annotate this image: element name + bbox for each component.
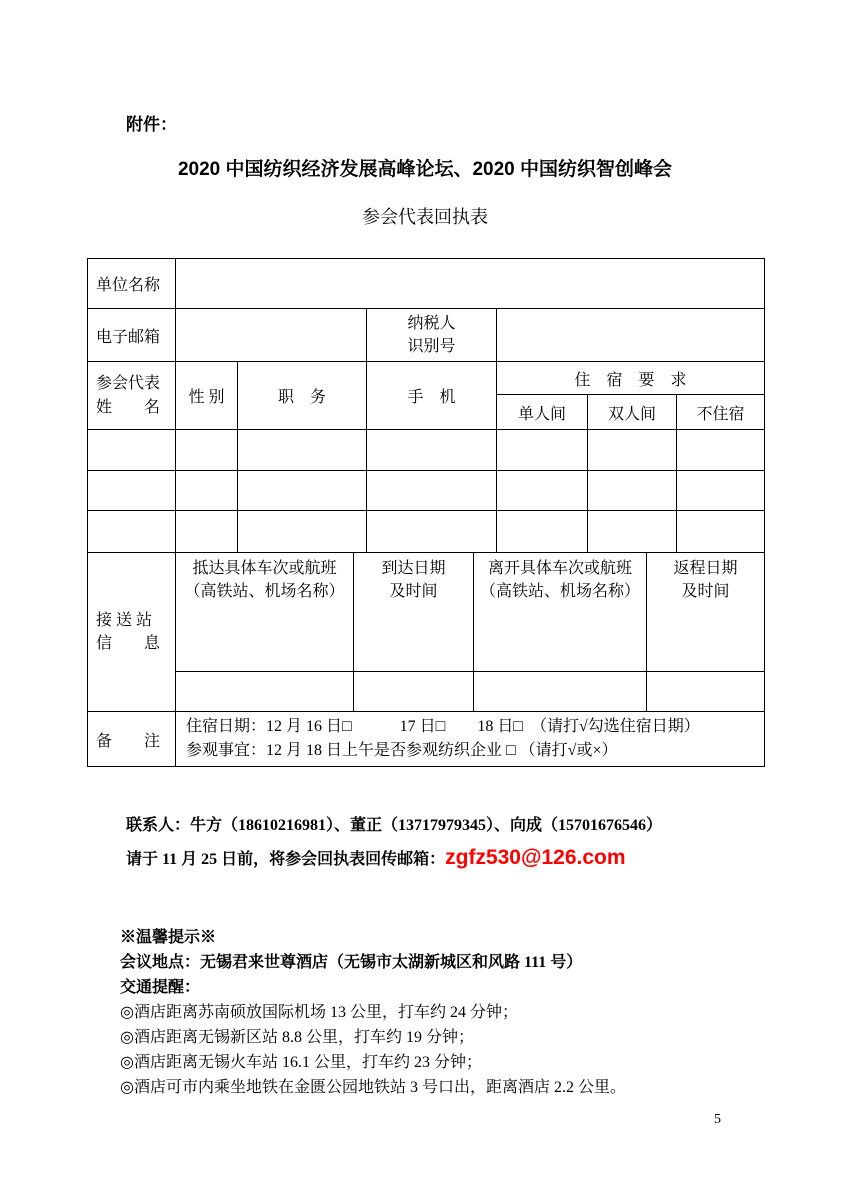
single-room-header: 单人间 bbox=[497, 395, 588, 430]
traffic-tip-airport: ◎酒店距离苏南硕放国际机场 13 公里，打车约 24 分钟； bbox=[120, 1004, 518, 1021]
taxpayer-id-label-line2: 识别号 bbox=[407, 338, 456, 355]
delegate-row-cell[interactable] bbox=[176, 471, 238, 511]
email-label: 电子邮箱 bbox=[88, 309, 176, 362]
venue-line: 会议地点：无锡君来世尊酒店（无锡市太湖新城区和风路 111 号） bbox=[120, 954, 583, 971]
remarks-label: 备 注 bbox=[88, 712, 176, 767]
accommodation-header: 住 宿 要 求 bbox=[497, 362, 765, 395]
delegate-row bbox=[88, 471, 765, 511]
table-remarks-section bbox=[87, 711, 765, 767]
delegate-row bbox=[88, 511, 765, 553]
delegate-row-cell[interactable] bbox=[238, 511, 367, 553]
delegate-row-cell[interactable] bbox=[588, 511, 677, 553]
table-upper-section bbox=[87, 258, 765, 553]
page-subtitle: 参会代表回执表 bbox=[362, 207, 488, 227]
arrival-date-label-line2: 及时间 bbox=[389, 583, 438, 601]
table-row bbox=[88, 672, 765, 712]
delegate-row-cell[interactable] bbox=[238, 430, 367, 471]
attachment-label: 附件： bbox=[126, 115, 177, 134]
mobile-column-header: 手 机 bbox=[367, 362, 497, 430]
delegate-name-label-line2: 姓 名 bbox=[96, 398, 161, 416]
delegate-row-cell[interactable] bbox=[367, 511, 497, 553]
reply-form bbox=[87, 258, 765, 767]
table-row bbox=[88, 712, 765, 767]
delegate-row-cell[interactable] bbox=[497, 430, 588, 471]
return-email-address[interactable]: zgfz530@126.com bbox=[445, 846, 626, 869]
delegate-row-cell[interactable] bbox=[677, 430, 765, 471]
return-date-cell[interactable] bbox=[647, 553, 765, 672]
return-date-label-line2: 及时间 bbox=[681, 583, 730, 601]
departure-train-cell[interactable] bbox=[474, 553, 647, 672]
tips-section bbox=[120, 925, 626, 1100]
delegate-name-label bbox=[88, 362, 176, 430]
delegate-row-cell[interactable] bbox=[367, 471, 497, 511]
traffic-tip-railway-station: ◎酒店距离无锡火车站 16.1 公里，打车约 23 分钟； bbox=[120, 1054, 482, 1071]
page-title: 2020 中国纺织经济发展高峰论坛、2020 中国纺织智创峰会 bbox=[177, 159, 673, 180]
delegate-row-cell[interactable] bbox=[176, 430, 238, 471]
table-transfer-section bbox=[87, 552, 765, 712]
taxpayer-id-label-line1: 纳税人 bbox=[407, 314, 456, 332]
remarks-visit-line: 参观事宜：12 月 18 日上午是否参观纺织企业 □ （请打√或×） bbox=[186, 742, 618, 759]
delegate-row bbox=[88, 430, 765, 471]
table-header-row bbox=[88, 362, 765, 395]
delegate-name-label-line1: 参会代表 bbox=[96, 375, 161, 393]
traffic-reminder-title: 交通提醒： bbox=[120, 979, 201, 996]
delegate-row-cell[interactable] bbox=[88, 471, 176, 511]
delegate-row-cell[interactable] bbox=[588, 471, 677, 511]
departure-train-label-line1: 离开具体车次或航班 bbox=[487, 560, 632, 577]
gender-column-header: 性 别 bbox=[176, 362, 238, 430]
arrival-date-label-line1: 到达日期 bbox=[381, 560, 446, 577]
page-number: 5 bbox=[714, 1112, 721, 1127]
delegate-row-cell[interactable] bbox=[238, 471, 367, 511]
transfer-info-label-line2: 信 息 bbox=[96, 635, 161, 652]
arrival-train-cell[interactable] bbox=[176, 553, 354, 672]
taxpayer-id-label bbox=[367, 309, 497, 362]
transfer-extra-cell[interactable] bbox=[354, 672, 474, 712]
delegate-row-cell[interactable] bbox=[677, 511, 765, 553]
return-email-line bbox=[126, 844, 626, 874]
delegate-row-cell[interactable] bbox=[176, 511, 238, 553]
table-row bbox=[88, 309, 765, 362]
traffic-tip-metro: ◎酒店可市内乘坐地铁在金匮公园地铁站 3 号口出，距离酒店 2.2 公里。 bbox=[120, 1079, 626, 1096]
transfer-extra-cell[interactable] bbox=[176, 672, 354, 712]
transfer-info-label-line1: 接 送 站 bbox=[96, 611, 153, 629]
delegate-row-cell[interactable] bbox=[588, 430, 677, 471]
traffic-tip-new-district-station: ◎酒店距离无锡新区站 8.8 公里，打车约 19 分钟； bbox=[120, 1029, 474, 1046]
no-stay-header: 不住宿 bbox=[677, 395, 765, 430]
arrival-train-label-line1: 抵达具体车次或航班 bbox=[192, 560, 337, 577]
delegate-row-cell[interactable] bbox=[497, 511, 588, 553]
email-input-cell[interactable] bbox=[176, 309, 367, 362]
contact-persons-line: 联系人：牛方（18610216981）、董正（13717979345）、向成（15701676546） bbox=[126, 817, 663, 834]
arrival-date-cell[interactable] bbox=[354, 553, 474, 672]
transfer-extra-cell[interactable] bbox=[474, 672, 647, 712]
delegate-row-cell[interactable] bbox=[88, 430, 176, 471]
delegate-row-cell[interactable] bbox=[677, 471, 765, 511]
remarks-content-cell[interactable] bbox=[176, 712, 765, 767]
table-row bbox=[88, 553, 765, 672]
transfer-extra-cell[interactable] bbox=[647, 672, 765, 712]
delegate-row-cell[interactable] bbox=[497, 471, 588, 511]
unit-name-label: 单位名称 bbox=[88, 259, 176, 309]
tips-title: ※温馨提示※ bbox=[120, 929, 217, 946]
departure-train-label-line2: （高铁站、机场名称） bbox=[479, 583, 640, 601]
unit-name-input-cell[interactable] bbox=[176, 259, 765, 309]
delegate-row-cell[interactable] bbox=[88, 511, 176, 553]
remarks-lodging-dates-line: 住宿日期：12 月 16 日□ 17 日□ 18 日□ （请打√勾选住宿日期） bbox=[186, 718, 700, 735]
return-email-prefix: 请于 11 月 25 日前，将参会回执表回传邮箱： bbox=[126, 851, 446, 868]
transfer-info-label bbox=[88, 553, 176, 712]
taxpayer-id-input-cell[interactable] bbox=[497, 309, 765, 362]
table-row bbox=[88, 259, 765, 309]
double-room-header: 双人间 bbox=[588, 395, 677, 430]
arrival-train-label-line2: （高铁站、机场名称） bbox=[184, 583, 345, 601]
return-date-label-line1: 返程日期 bbox=[673, 560, 738, 577]
delegate-row-cell[interactable] bbox=[367, 430, 497, 471]
position-column-header: 职 务 bbox=[238, 362, 367, 430]
